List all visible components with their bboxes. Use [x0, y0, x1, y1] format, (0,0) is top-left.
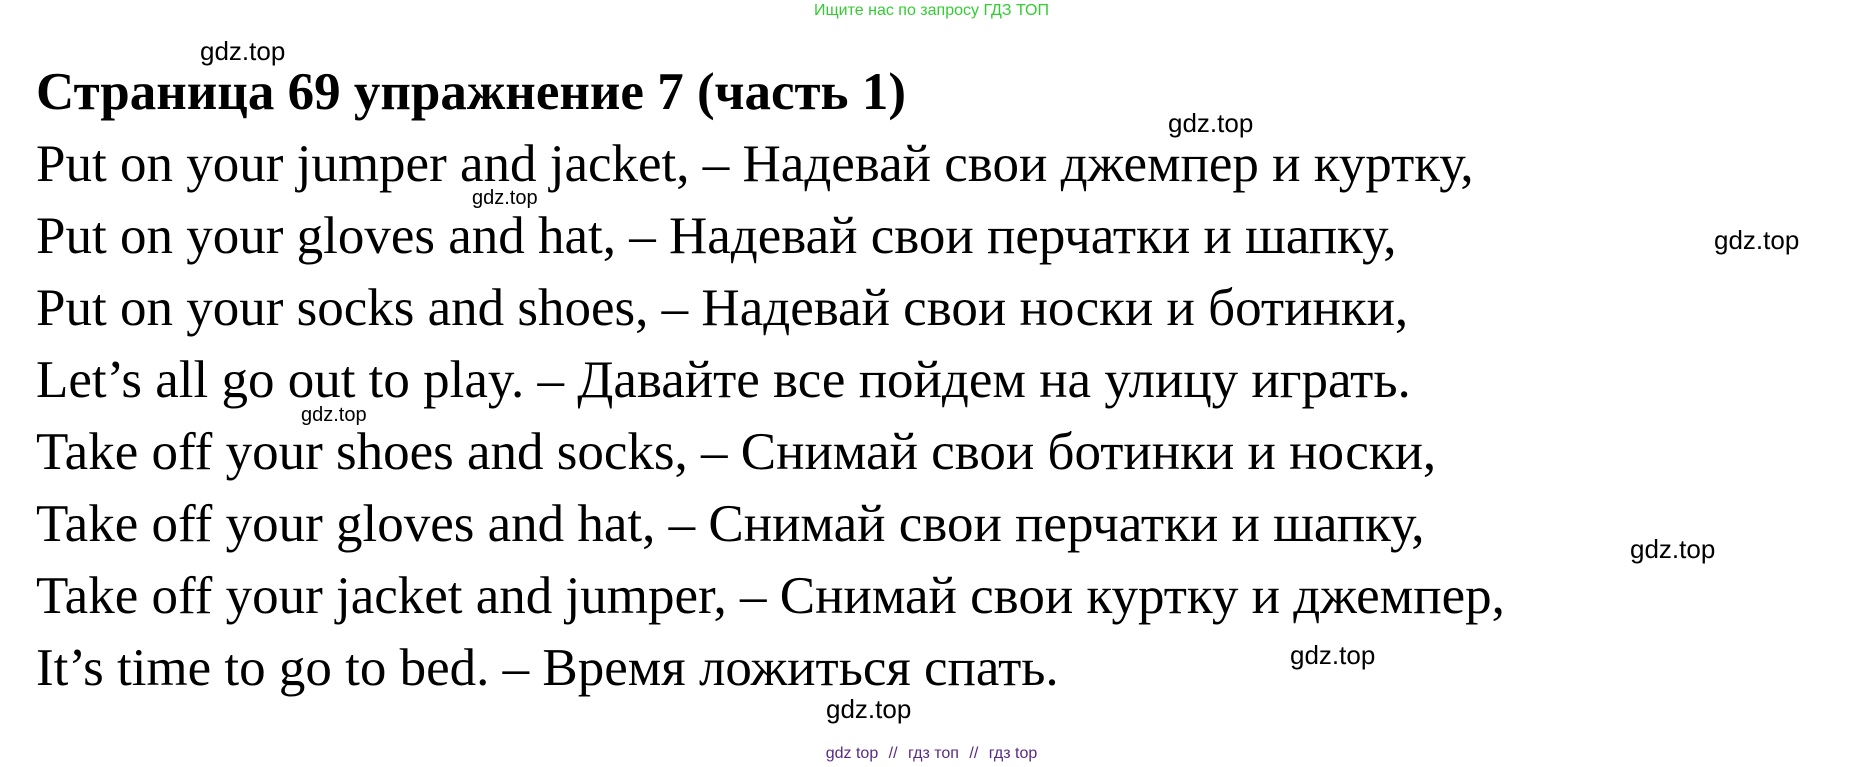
- poem-line-5: Take off your shoes and socks, – Снимай свои ботинки и носки,: [36, 423, 1437, 481]
- footer-link-gdz-top-mixed[interactable]: гдз top: [988, 745, 1038, 762]
- poem-line-6: Take off your gloves and hat, – Снимай свои перчатки и шапку,: [36, 495, 1425, 553]
- footer-separator: //: [969, 745, 979, 762]
- watermark: gdz.top: [200, 36, 286, 66]
- poem-line-7: Take off your jacket and jumper, – Снимай свои куртку и джемпер,: [36, 567, 1505, 625]
- footer-separator: //: [888, 745, 898, 762]
- footer-links: [0, 744, 1863, 764]
- watermark: gdz.top: [826, 694, 912, 724]
- footer-link-gdz-top[interactable]: gdz top: [825, 745, 879, 762]
- watermark: gdz.top: [301, 404, 367, 426]
- watermark: gdz.top: [472, 187, 538, 209]
- watermark: gdz.top: [1168, 108, 1254, 138]
- poem-line-3: Put on your socks and shoes, – Надевай свои носки и ботинки,: [36, 279, 1409, 337]
- poem-line-1: Put on your jumper and jacket, – Надевай свои джемпер и куртку,: [36, 135, 1474, 193]
- poem-line-8: It’s time to go to bed. – Время ложиться спать.: [36, 639, 1059, 697]
- page-title: Страница 69 упражнение 7 (часть 1): [36, 63, 906, 121]
- poem-line-2: Put on your gloves and hat, – Надевай свои перчатки и шапку,: [36, 207, 1397, 265]
- watermark: gdz.top: [1714, 225, 1800, 255]
- footer-link-gdz-top-ru[interactable]: гдз топ: [908, 745, 959, 762]
- poem-line-4: Let’s all go out to play. – Давайте все пойдем на улицу играть.: [36, 351, 1411, 409]
- top-banner: Ищите нас по запросу ГДЗ ТОП: [814, 2, 1049, 19]
- watermark: gdz.top: [1290, 640, 1376, 670]
- watermark: gdz.top: [1630, 534, 1716, 564]
